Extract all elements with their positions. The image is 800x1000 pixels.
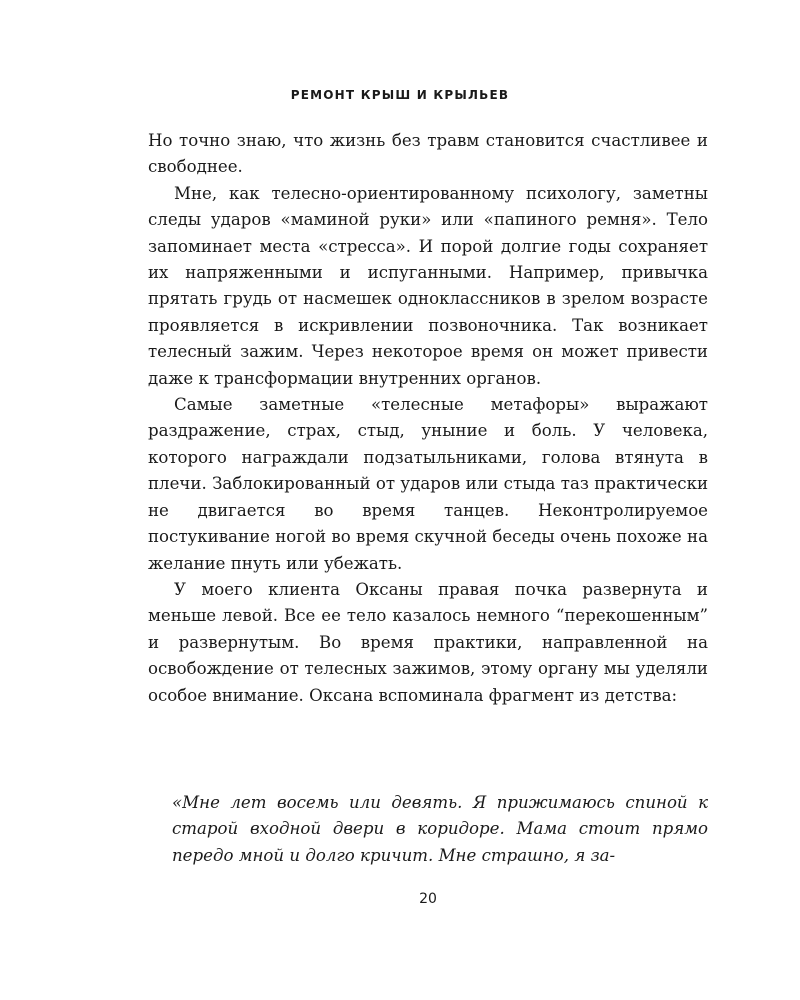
- paragraph-4: У моего клиента Оксаны правая почка развернута и меньше левой. Все ее тело казалось немного “перекошенным” и развернутым. Во время практики, направленной на освобождение от телесных зажимов, этому органу мы уделяли особое внимание. Оксана вспоминала фрагмент из детства:: [148, 579, 708, 705]
- paragraph-1: Но точно знаю, что жизнь без травм становится счастливее и свободнее.: [148, 131, 708, 177]
- paragraph-3: Самые заметные «телесные метафоры» выражают раздражение, страх, стыд, уныние и боль. У человека, которого награждали подзатыльниками, голова втянута в плечи. Заблокированный от ударов или стыда таз практически не двигается во время танцев. Неконтролируемое постукивание ногой во время скучной беседы очень похоже на желание пнуть или убежать.: [148, 395, 708, 573]
- running-header: РЕМОНТ КРЫШ И КРЫЛЬЕВ: [290, 88, 510, 102]
- body-text: [148, 128, 708, 709]
- quote-text: «Мне лет восемь или девять. Я прижимаюсь спиной к старой входной двери в коридоре. Мама стоит прямо передо мной и долго кричит. Мне страшно, я за-: [172, 793, 708, 865]
- block-quote: [172, 790, 708, 869]
- paragraph-2: Мне, как телесно-ориентированному психологу, заметны следы ударов «маминой руки» или «папиного ремня». Тело запоминает места «стресса». И порой долгие годы сохраняет их напряженными и испуганными. Например, привычка прятать грудь от насмешек одноклассников в зрелом возрасте проявляется в искривлении позвоночника. Так возникает телесный зажим. Через некоторое время он может привести даже к трансформации внутренних органов.: [148, 183, 708, 388]
- page-number: 20: [419, 891, 437, 907]
